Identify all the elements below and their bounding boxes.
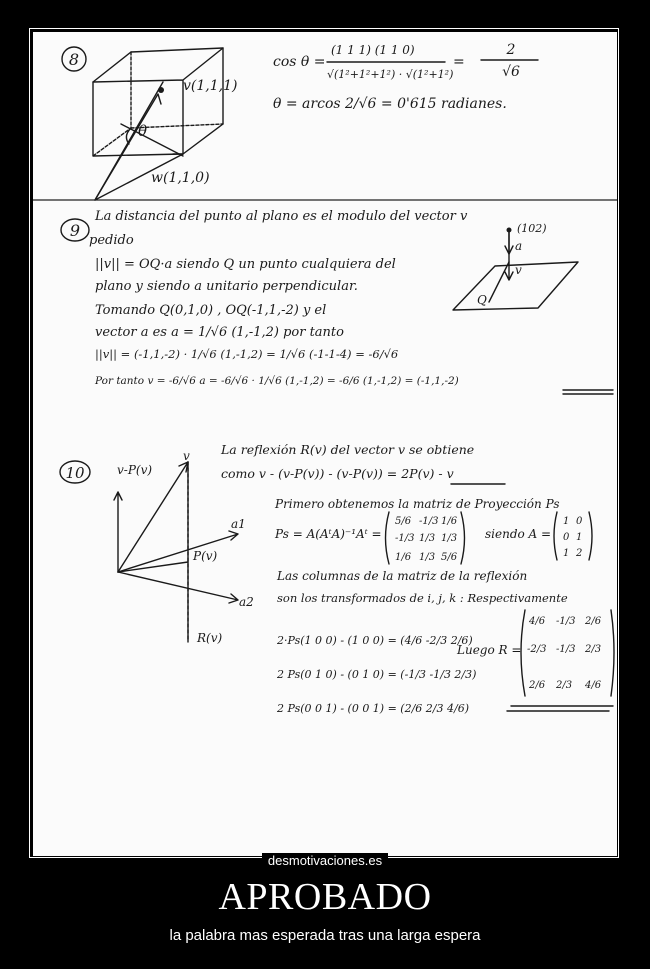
p9-line-6: vector a es a = 1/√6 (1,-1,2) por tanto (95, 325, 344, 340)
a-cell: 1 (576, 532, 583, 543)
site-watermark (0, 852, 650, 870)
a-cell: 0 (563, 532, 570, 543)
angle-theta-label: θ (138, 122, 148, 140)
problem-10-number: 10 (65, 464, 85, 482)
p10-line-1: La reflexión R(v) del vector v se obtiene (221, 442, 475, 457)
r-cell: -1/3 (556, 616, 576, 627)
label-v-minus-pv: v-P(v) (117, 463, 153, 477)
handwritten-page (33, 32, 617, 856)
v-minus-pv-arrow (114, 492, 122, 572)
vertex-dot (158, 87, 164, 93)
p10-line-4: Las columnas de la matriz de la reflexión (277, 569, 528, 583)
a-matrix (554, 512, 592, 560)
watermark-text: desmotivaciones.es (262, 853, 388, 869)
ps-matrix (386, 512, 465, 564)
cos-denominator: √(1²+1²+1²) · √(1²+1²) (327, 68, 454, 81)
r-matrix-right-bracket (611, 610, 614, 696)
ps-cell: -1/3 (419, 516, 439, 527)
label-pv: P(v) (193, 549, 218, 563)
ps-cell: 5/6 (441, 552, 458, 563)
q-line (489, 262, 509, 302)
r-cell: -2/3 (527, 644, 547, 655)
poster-subtitle: la palabra mas esperada tras una larga espera (169, 927, 481, 944)
ps-cell: 5/6 (395, 516, 412, 527)
problem-8 (62, 42, 538, 200)
p10-line-2: como v - (v-P(v)) - (v-P(v)) = 2P(v) - v (221, 466, 454, 481)
a-cell: 1 (563, 548, 570, 559)
vector-v-arrow-10 (118, 462, 188, 572)
point-dot (507, 228, 512, 233)
cos-result-numerator: 2 (506, 42, 516, 58)
r-matrix (521, 610, 614, 696)
a-matrix-left-bracket (554, 512, 557, 560)
a-cell: 1 (563, 516, 570, 527)
r-cell: 4/6 (529, 616, 546, 627)
p10-line-5: son los transformados de i, j, k : Respectivamente (277, 591, 568, 605)
cube-hidden-edges (93, 52, 223, 156)
p9-line-2: pedido (89, 233, 134, 248)
r-cell: 2/6 (529, 680, 546, 691)
diagram-q-label: Q (477, 293, 487, 307)
vector-a2-arrow (118, 572, 238, 603)
problem-9-number: 9 (69, 221, 81, 240)
label-a1: a1 (231, 517, 246, 531)
vector-v-label: v(1,1,1) (183, 78, 238, 94)
r-cell: 2/3 (556, 680, 573, 691)
column-eq-3: 2 Ps(0 0 1) - (0 0 1) = (2/6 2/3 4/6) (277, 702, 469, 715)
ps-cell: 1/6 (441, 516, 458, 527)
pv-arrow (118, 562, 188, 572)
p9-line-1: La distancia del punto al plano es el modulo del vector v (95, 209, 468, 224)
a-matrix-right-bracket (589, 512, 592, 560)
vector-w-label: w(1,1,0) (151, 170, 210, 186)
plane-diagram (453, 222, 578, 310)
column-eq-2: 2 Ps(0 1 0) - (0 1 0) = (-1/3 -1/3 2/3) (277, 668, 477, 681)
diagram-v-label: v (515, 263, 522, 277)
label-rv: R(v) (197, 631, 223, 645)
p9-line-3: ||v|| = OQ·a siendo Q un punto cualquiera del (95, 257, 396, 272)
handwriting-canvas (33, 32, 617, 856)
p9-line-7: ||v|| = (-1,1,-2) · 1/√6 (1,-1,2) = 1/√6 (-1-1-4) = -6/√6 (95, 347, 399, 361)
r-cell: 2/3 (585, 644, 602, 655)
ps-matrix-right-bracket (461, 512, 465, 564)
vector-a1-arrow (118, 531, 238, 572)
r-cell: -1/3 (556, 644, 576, 655)
cos-result-denominator: √6 (502, 64, 520, 80)
cos-numerator: (1 1 1) (1 1 0) (331, 43, 415, 57)
vector-a-arrow (505, 232, 513, 254)
p9-line-4: plano y siendo a unitario perpendicular. (95, 279, 358, 294)
r-matrix-left-bracket (521, 610, 525, 696)
poster-title: APROBADO (218, 876, 432, 918)
ps-formula: Ps = A(AᵗA)⁻¹Aᵗ = (275, 527, 382, 541)
ps-cell: -1/3 (395, 533, 415, 544)
svg-text:=: = (453, 54, 465, 70)
problem-9 (61, 209, 613, 394)
problem-10 (60, 442, 614, 715)
label-a2: a2 (239, 595, 254, 609)
ps-matrix-left-bracket (386, 512, 390, 564)
cube-diagram (93, 48, 237, 200)
p9-line-5: Tomando Q(0,1,0) , OQ(-1,1,-2) y el (95, 303, 327, 318)
a-cell: 2 (576, 548, 583, 559)
cos-lhs: cos θ = (273, 54, 326, 70)
label-v: v (183, 449, 190, 463)
ps-cell: 1/3 (441, 533, 458, 544)
ps-cell: 1/3 (419, 533, 436, 544)
p9-line-8: Por tanto v = -6/√6 a = -6/√6 · 1/√6 (1,-1,2) = -6/6 (1,-1,2) = (-1,1,-2) (95, 375, 459, 387)
diagram-a-label: a (515, 239, 523, 253)
r-cell: 2/6 (585, 616, 602, 627)
a-cell: 0 (576, 516, 583, 527)
p10-line-3: Primero obtenemos la matriz de Proyección Ps (275, 497, 560, 511)
r-cell: 4/6 (585, 680, 602, 691)
problem-8-number: 8 (68, 50, 80, 69)
luego-r-label: Luego R = (457, 643, 522, 657)
column-eq-1: 2·Ps(1 0 0) - (1 0 0) = (4/6 -2/3 2/6) (277, 634, 473, 647)
diagram-point-label: (102) (517, 222, 547, 235)
siendo-a-label: siendo A = (485, 527, 552, 541)
ps-cell: 1/6 (395, 552, 412, 563)
theta-result-line: θ = arcos 2/√6 = 0'615 radianes. (273, 96, 507, 112)
ps-cell: 1/3 (419, 552, 436, 563)
